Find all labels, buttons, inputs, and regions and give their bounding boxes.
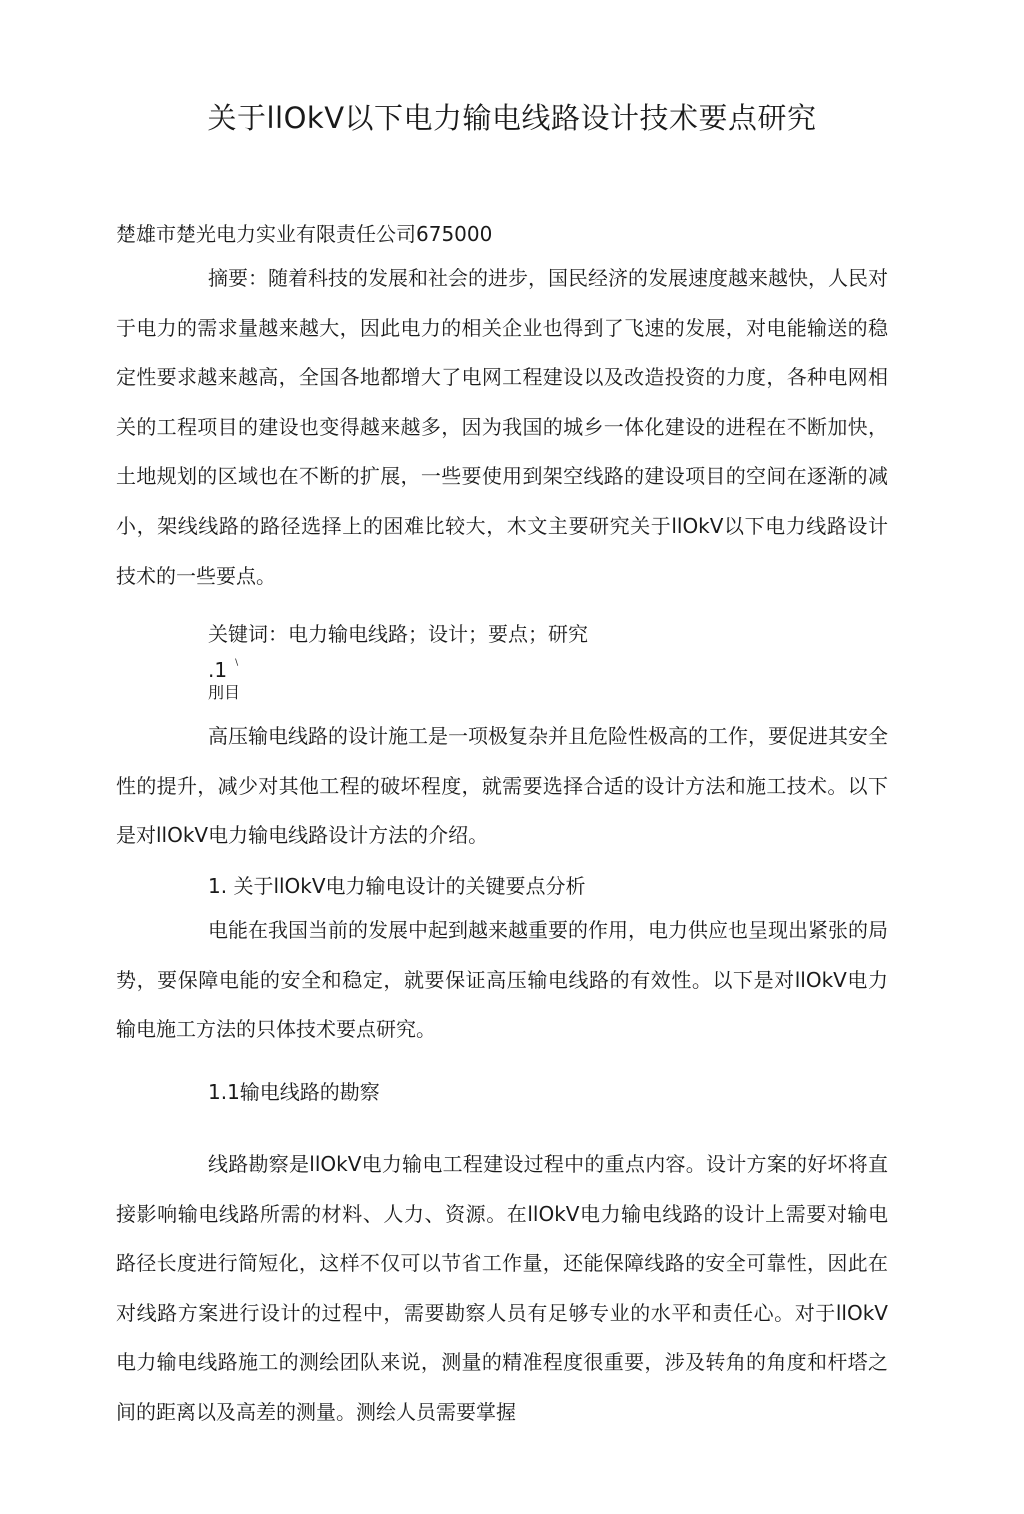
author-affiliation: 楚雄市楚光电力实业有限责任公司675000 (116, 222, 493, 246)
section-1-1-paragraph: 线路勘察是llOkV电力输电工程建设过程中的重点内容。设计方案的好坏将直接影响输电线路所需的材料、人力、资源。在llOkV电力输电线路的设计上需要对输电路径长度进行简短化，这样不仅可以节省工作量，还能保障线路的安全可靠性，因此在对线路方案进行设计的过程中，需要勘察人员有足够专业的水平和责任心。对于llOkV电力输电线路施工的测绘团队来说，测量的精准程度很重要，涉及转角的角度和杆塔之间的距离以及高差的测量。测绘人员需要掌握 (116, 1152, 888, 1424)
section-title-preface: 刖目 (208, 683, 241, 702)
section-number (208, 658, 238, 682)
section-number-text: .1 (208, 658, 228, 682)
intro-paragraph: 高压输电线路的设计施工是一项极复杂并且危险性极高的工作，要促进其安全性的提升，减少对其他工程的破坏程度，就需要选择合适的设计方法和施工技术。以下是对llOkV电力输电线路设计方法的介绍。 (116, 724, 888, 848)
heading-section-1: 1. 关于llOkV电力输电设计的关键要点分析 (208, 874, 586, 898)
section-1-paragraph: 电能在我国当前的发展中起到越来越重要的作用，电力供应也呈现出紧张的局势，要保障电能的安全和稳定，就要保证高压输电线路的有效性。以下是对llOkV电力输电施工方法的只体技术要点研究。 (116, 918, 888, 1042)
abstract-paragraph: 摘要：随着科技的发展和社会的进步，国民经济的发展速度越来越快，人民对于电力的需求量越来越大，因此电力的相关企业也得到了飞速的发展，对电能输送的稳定性要求越来越高，全国各地都增大了电网工程建设以及改造投资的力度，各种电网相关的工程项目的建设也变得越来越多，因为我国的城乡一体化建设的进程在不断加快，土地规划的区域也在不断的扩展，一些要使用到架空线路的建设项目的空间在逐渐的减小，架线线路的路径选择上的困难比较大，木文主要研究关于llOkV以下电力线路设计技术的一些要点。 (116, 266, 888, 588)
section-mark: \ (235, 658, 239, 668)
keywords-line: 关键词：电力输电线路；设计；要点；研究 (208, 622, 588, 646)
document-title: 关于llOkV以下电力输电线路设计技术要点研究 (207, 101, 817, 135)
heading-section-1-1: 1.1输电线路的勘察 (208, 1080, 380, 1104)
